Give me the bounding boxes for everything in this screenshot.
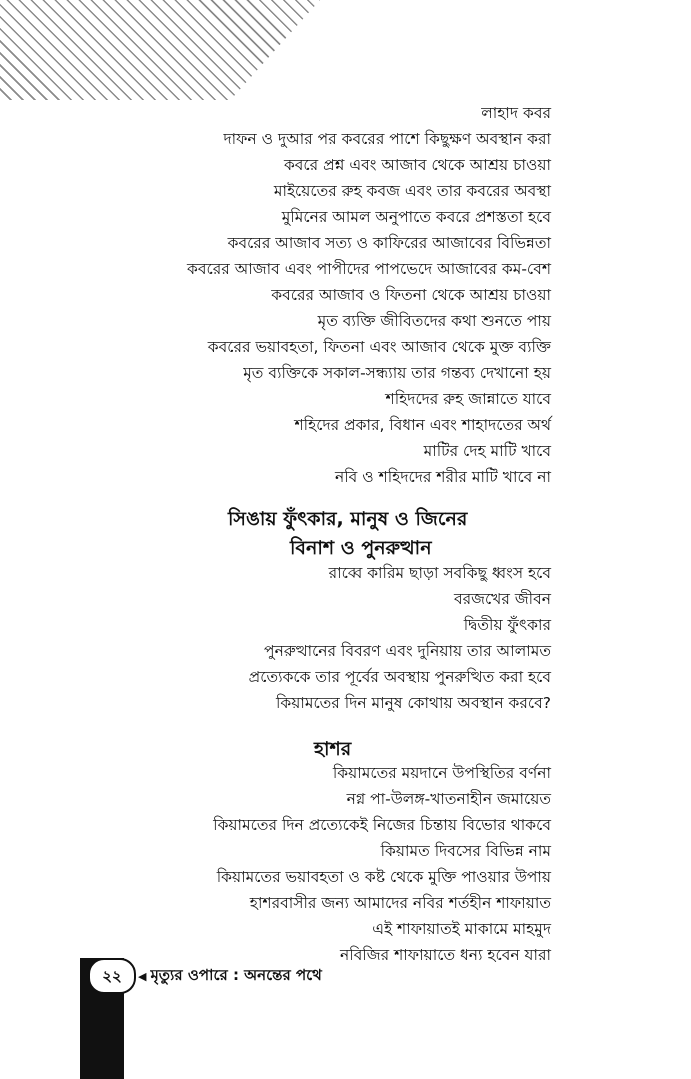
list-item: দ্বিতীয় ফুঁৎকার: [463, 616, 551, 634]
list-item: হাশরবাসীর জন্য আমাদের নবির শর্তহীন শাফায়াত: [249, 894, 551, 912]
section-1-list: [131, 100, 551, 490]
list-item: কবরের আজাব ও ফিতনা থেকে আশ্রয় চাওয়া: [271, 286, 551, 304]
list-item: কিয়ামত দিবসের বিভিন্ন নাম: [380, 842, 551, 860]
list-item: বরজখের জীবন: [453, 590, 551, 608]
list-item: নগ্ন পা-উলঙ্গ-খাতনাহীন জমায়েত: [346, 790, 551, 808]
triangle-left-icon: ◀: [138, 970, 147, 983]
list-item: কিয়ামতের ভয়াবহতা ও কষ্ট থেকে মুক্তি পাওয়ার উপায়: [216, 868, 551, 886]
list-item: দাফন ও দুআর পর কবরের পাশে কিছুক্ষণ অবস্থান করা: [223, 130, 551, 148]
section-2-heading-line-1: সিঙায় ফুঁৎকার, মানুষ ও জিনের: [228, 508, 468, 530]
section-3-heading: হাশর: [314, 738, 352, 760]
list-item: শহিদের প্রকার, বিধান এবং শাহাদতের অর্থ: [294, 416, 551, 434]
list-item: প্রত্যেককে তার পূর্বের অবস্থায় পুনরুত্থিত করা হবে: [248, 668, 551, 686]
book-title: মৃত্যুর ওপারে : অনন্তের পথে: [150, 966, 322, 984]
list-item: কবরের আজাব এবং পাপীদের পাপভেদে আজাবের কম-বেশ: [187, 260, 551, 278]
list-item: নবি ও শহিদদের শরীর মাটি খাবে না: [335, 468, 551, 486]
list-item: কবরের আজাব সত্য ও কাফিরের আজাবের বিভিন্নতা: [227, 234, 551, 252]
section-3-list: [131, 760, 551, 968]
list-item: মাইয়েতের রুহ কবজ এবং তার কবরের অবস্থা: [273, 182, 551, 200]
decorative-hatch-pattern: [0, 0, 320, 100]
list-item: লাহাদ কবর: [481, 104, 551, 122]
section-2-list: [131, 560, 551, 716]
list-item: কিয়ামতের দিন মানুষ কোথায় অবস্থান করবে?: [275, 694, 551, 712]
list-item: মৃত ব্যক্তি জীবিতদের কথা শুনতে পায়: [317, 312, 551, 330]
running-footer-title: [138, 960, 322, 992]
list-item: কবরের ভয়াবহতা, ফিতনা এবং আজাব থেকে মুক্ত ব্যক্তি: [207, 338, 551, 356]
list-item: কিয়ামতের দিন প্রত্যেকেই নিজের চিন্তায় বিভোর থাকবে: [213, 816, 551, 834]
list-item: শহিদদের রুহ জান্নাতে যাবে: [385, 390, 551, 408]
list-item: নবিজির শাফায়াতে ধন্য হবেন যারা: [340, 946, 551, 964]
section-2-heading-line-2: বিনাশ ও পুনরুত্থান: [290, 537, 432, 559]
list-item: রাব্বে কারিম ছাড়া সবকিছু ধ্বংস হবে: [328, 564, 551, 582]
list-item: পুনরুত্থানের বিবরণ এবং দুনিয়ায় তার আলামত: [264, 642, 551, 660]
page-number: ২২: [88, 958, 136, 994]
list-item: মাটির দেহ মাটি খাবে: [423, 442, 551, 460]
list-item: মৃত ব্যক্তিকে সকাল-সন্ধ্যায় তার গন্তব্য দেখানো হয়: [243, 364, 551, 382]
list-item: কিয়ামতের ময়দানে উপস্থিতির বর্ণনা: [332, 764, 551, 782]
list-item: এই শাফায়াতই মাকামে মাহমুদ: [372, 920, 551, 938]
list-item: কবরে প্রশ্ন এবং আজাব থেকে আশ্রয় চাওয়া: [283, 156, 551, 174]
list-item: মুমিনের আমল অনুপাতে কবরে প্রশস্ততা হবে: [281, 208, 551, 226]
